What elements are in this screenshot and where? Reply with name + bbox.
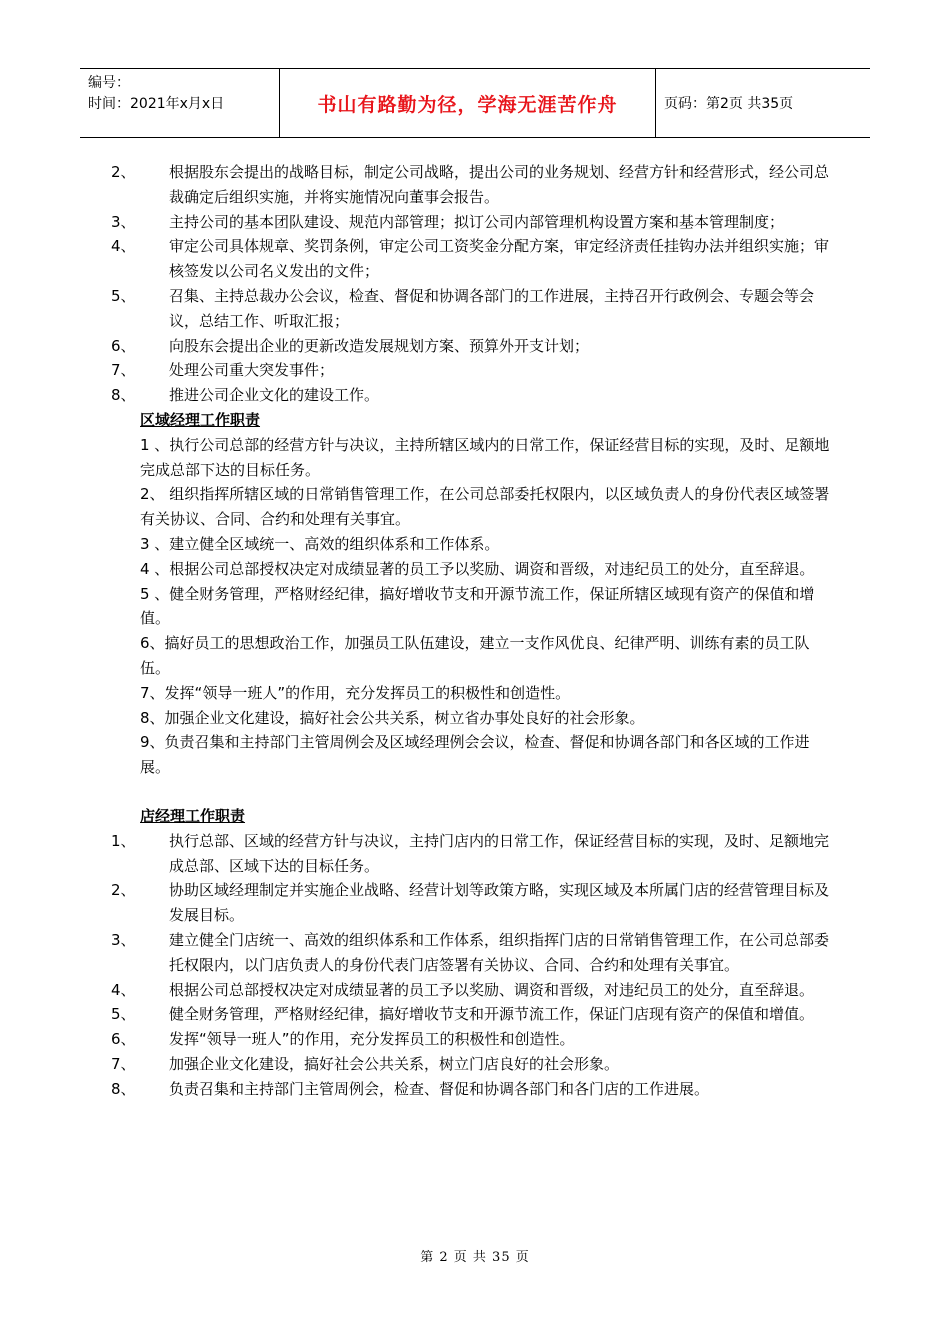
- item-number: 3、: [111, 930, 136, 949]
- list-item: [111, 284, 830, 334]
- regional-duties-list: [140, 433, 830, 780]
- header-motto: 书山有路勤为径，学海无涯苦作舟: [280, 69, 656, 137]
- list-item: [111, 234, 830, 284]
- item-text: 协助区域经理制定并实施企业战略、经营计划等政策方略，实现区域及本所属门店的经营管理目标及发展目标。: [169, 881, 830, 925]
- list-item: [111, 160, 830, 210]
- list-item: 1 、执行公司总部的经营方针与决议，主持所辖区域内的日常工作，保证经营目标的实现，及时、足额地完成总部下达的目标任务。: [140, 435, 830, 479]
- list-item: 4 、根据公司总部授权决定对成绩显著的员工予以奖励、调资和晋级，对违纪员工的处分，直至辞退。: [140, 559, 815, 578]
- list-item: [111, 210, 830, 235]
- item-number: 2、: [111, 881, 136, 900]
- item-text: 发挥“领导一班人”的作用，充分发挥员工的积极性和创造性。: [169, 1030, 575, 1049]
- gm-duties-list: [111, 160, 830, 408]
- store-duties-list: [111, 829, 830, 1102]
- header-page-info: 页码：第2页 共35页: [664, 96, 794, 112]
- item-text: 召集、主持总裁办公会议，检查、督促和协调各部门的工作进展，主持召开行政例会、专题会等会议，总结工作、听取汇报；: [169, 286, 815, 330]
- spacer: [140, 780, 830, 804]
- item-number: 4、: [111, 237, 136, 256]
- item-text: 向股东会提出企业的更新改造发展规划方案、预算外开支计划；: [169, 336, 590, 355]
- list-item: [111, 1052, 830, 1077]
- list-item: [111, 358, 830, 383]
- item-number: 3、: [111, 212, 136, 231]
- list-item: [111, 334, 830, 359]
- time-label: 时间：2021年x月x日: [88, 96, 225, 112]
- code-label: 编号：: [88, 75, 130, 91]
- item-number: 5、: [111, 286, 136, 305]
- list-item: 2、 组织指挥所辖区域的日常销售管理工作，在公司总部委托权限内，以区域负责人的身份代表区域签署有关协议、合同、合约和处理有关事宜。: [140, 485, 830, 529]
- page-header: [80, 68, 870, 138]
- list-item: [111, 829, 830, 879]
- list-item: [111, 383, 830, 408]
- item-text: 根据公司总部授权决定对成绩显著的员工予以奖励、调资和晋级，对违纪员工的处分，直至辞退。: [169, 980, 815, 999]
- item-text: 处理公司重大突发事件；: [169, 361, 335, 380]
- item-text: 加强企业文化建设，搞好社会公共关系，树立门店良好的社会形象。: [169, 1054, 620, 1073]
- item-number: 8、: [111, 1079, 136, 1098]
- list-item: 7、发挥“领导一班人”的作用，充分发挥员工的积极性和创造性。: [140, 683, 571, 702]
- item-text: 根据股东会提出的战略目标，制定公司战略，提出公司的业务规划、经营方针和经营形式，经公司总裁确定后组织实施，并将实施情况向董事会报告。: [169, 163, 830, 206]
- item-text: 健全财务管理，严格财经纪律，搞好增收节支和开源节流工作，保证门店现有资产的保值和增值。: [169, 1005, 815, 1024]
- item-number: 2、: [111, 163, 136, 181]
- list-item: [111, 1077, 830, 1102]
- item-text: 负责召集和主持部门主管周例会，检查、督促和协调各部门和各门店的工作进展。: [169, 1079, 710, 1098]
- list-item: [111, 928, 830, 978]
- list-item: [111, 878, 830, 928]
- item-number: 1、: [111, 831, 136, 850]
- section-heading-regional: 区域经理工作职责: [140, 410, 261, 429]
- item-number: 6、: [111, 336, 136, 355]
- item-text: 审定公司具体规章、奖罚条例，审定公司工资奖金分配方案，审定经济责任挂钩办法并组织实施；审核签发以公司名义发出的文件；: [169, 237, 830, 281]
- item-number: 8、: [111, 386, 136, 405]
- page-footer: 第 2 页 共 35 页: [420, 1250, 530, 1265]
- item-number: 7、: [111, 1054, 136, 1073]
- list-item: 6、搞好员工的思想政治工作，加强员工队伍建设，建立一支作风优良、纪律严明、训练有素的员工队伍。: [140, 634, 810, 677]
- list-item: 8、加强企业文化建设，搞好社会公共关系，树立省办事处良好的社会形象。: [140, 708, 645, 727]
- header-meta: [80, 69, 280, 137]
- item-number: 5、: [111, 1005, 136, 1024]
- list-item: [111, 978, 830, 1003]
- item-number: 7、: [111, 361, 136, 380]
- item-text: 执行总部、区域的经营方针与决议，主持门店内的日常工作，保证经营目标的实现，及时、足额地完成总部、区域下达的目标任务。: [169, 831, 830, 875]
- item-text: 主持公司的基本团队建设、规范内部管理；拟订公司内部管理机构设置方案和基本管理制度；: [169, 212, 785, 231]
- list-item: 9、负责召集和主持部门主管周例会及区域经理例会会议，检查、督促和协调各部门和各区域的工作进展。: [140, 733, 810, 777]
- item-number: 6、: [111, 1030, 136, 1049]
- item-text: 推进公司企业文化的建设工作。: [169, 386, 380, 405]
- item-number: 4、: [111, 980, 136, 999]
- item-text: 建立健全门店统一、高效的组织体系和工作体系，组织指挥门店的日常销售管理工作，在公司总部委托权限内，以门店负责人的身份代表门店签署有关协议、合同、合约和处理有关事宜。: [169, 930, 830, 974]
- list-item: [111, 1002, 830, 1027]
- document-body: [111, 160, 830, 1101]
- list-item: 3 、建立健全区域统一、高效的组织体系和工作体系。: [140, 534, 500, 553]
- section-heading-store: 店经理工作职责: [140, 806, 246, 825]
- list-item: [111, 1027, 830, 1052]
- list-item: 5 、健全财务管理，严格财经纪律，搞好增收节支和开源节流工作，保证所辖区域现有资产的保值和增值。: [140, 584, 815, 628]
